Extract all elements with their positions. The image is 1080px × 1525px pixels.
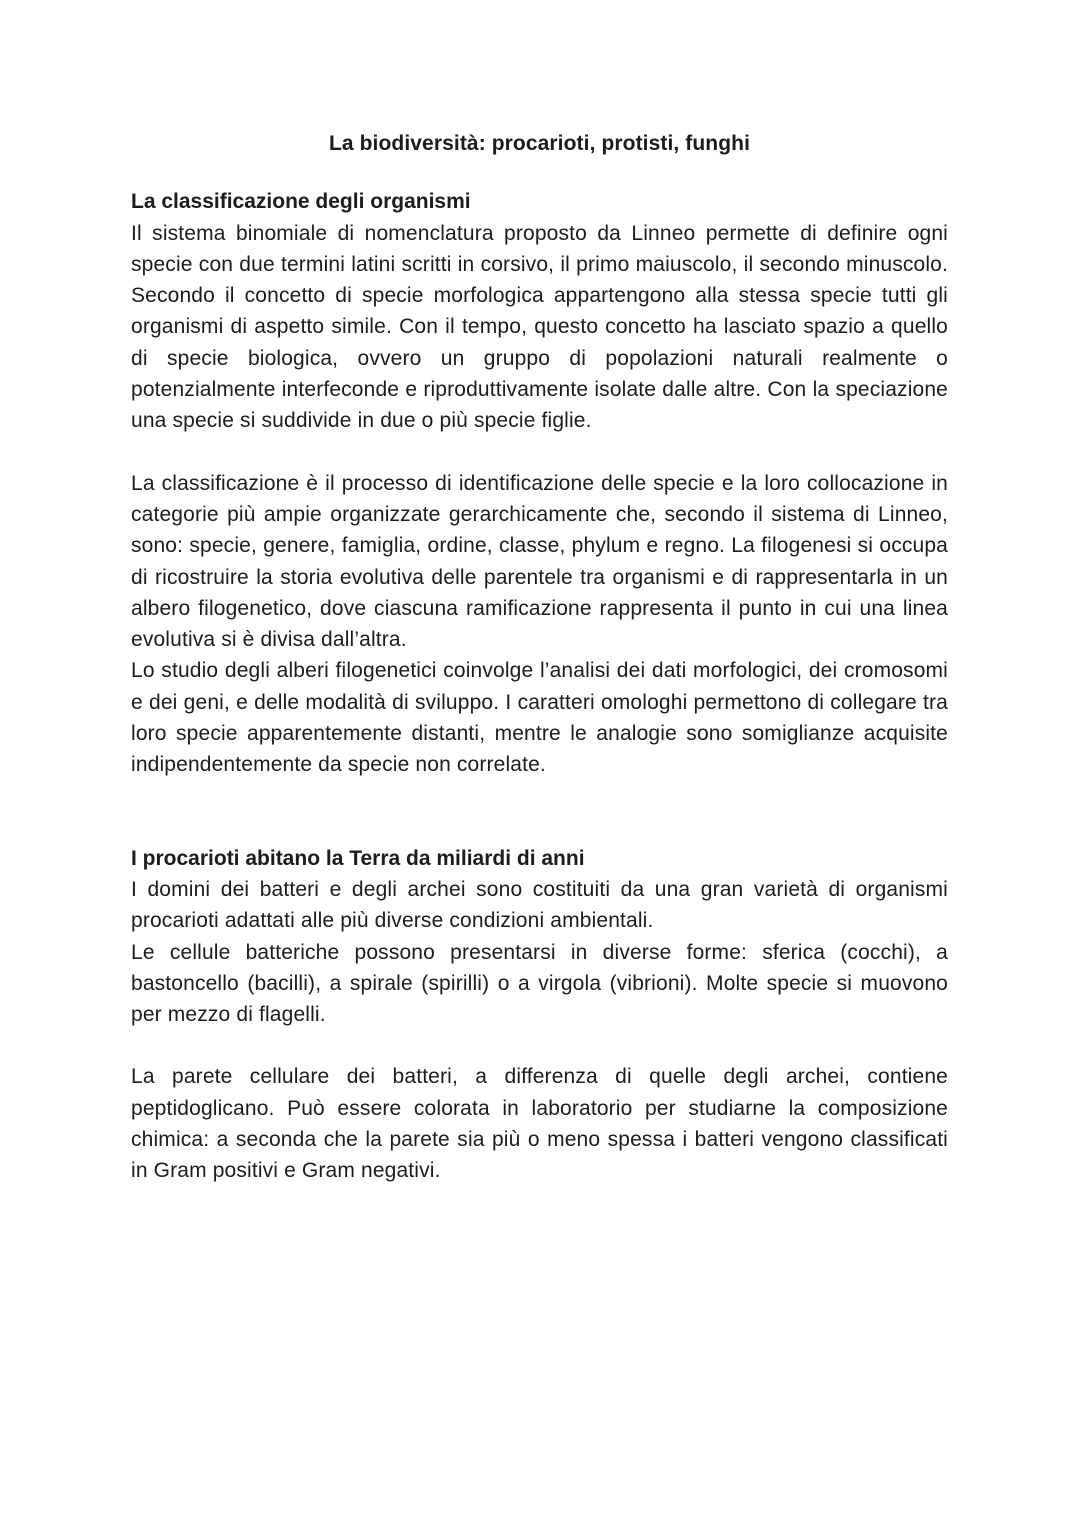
document-title: La biodiversità: procarioti, protisti, funghi (328, 132, 751, 155)
paragraph: La parete cellulare dei batteri, a differenza di quelle degli archei, contiene peptidoglicano. Può essere colorata in laboratorio per studiarne la composizione chimica: a seconda che la parete sia più o meno spessa i batteri vengono classificati in Gram positivi e Gram negativi. (131, 1065, 948, 1183)
paragraph: I domini dei batteri e degli archei sono costituiti da una gran varietà di organismi procarioti adattati alle più diverse condizioni ambientali. (131, 877, 948, 933)
paragraph: Lo studio degli alberi filogenetici coinvolge l’analisi dei dati morfologici, dei cromosomi e dei geni, e delle modalità di sviluppo. I caratteri omologhi permettono di collegare tra loro specie apparentemente distanti, mentre le analogie sono somiglianze acquisite indipendentemente da specie non correlate. (131, 659, 948, 777)
section-classification (131, 186, 948, 780)
paragraph: La classificazione è il processo di identificazione delle specie e la loro collocazione in categorie più ampie organizzate gerarchicamente che, secondo il sistema di Linneo, sono: specie, genere, famiglia, ordine, classe, phylum e regno. La filogenesi si occupa di ricostruire la storia evolutiva delle parentele tra organismi e di rappresentarla in un albero filogenetico, dove ciascuna ramificazione rappresenta il punto in cui una linea evolutiva si è divisa dall’altra. (131, 471, 948, 652)
section-prokaryotes (131, 843, 948, 1187)
paragraph: Le cellule batteriche possono presentarsi in diverse forme: sferica (cocchi), a bastoncello (bacilli), a spirale (spirilli) o a virgola (vibrioni). Molte specie si muovono per mezzo di flagelli. (131, 940, 948, 1027)
document-content (131, 128, 948, 1187)
paragraph: Il sistema binomiale di nomenclatura proposto da Linneo permette di definire ogni specie con due termini latini scritti in corsivo, il primo maiuscolo, il secondo minuscolo. Secondo il concetto di specie morfologica appartengono alla stessa specie tutti gli organismi di aspetto simile. Con il tempo, questo concetto ha lasciato spazio a quello di specie biologica, ovvero un gruppo di popolazioni naturali realmente o potenzialmente interfeconde e riproduttivamente isolate dalle altre. Con la speciazione una specie si suddivide in due o più specie figlie. (131, 221, 948, 433)
section-heading: La classificazione degli organismi (131, 190, 471, 214)
section-heading: I procarioti abitano la Terra da miliardi di anni (131, 846, 585, 870)
